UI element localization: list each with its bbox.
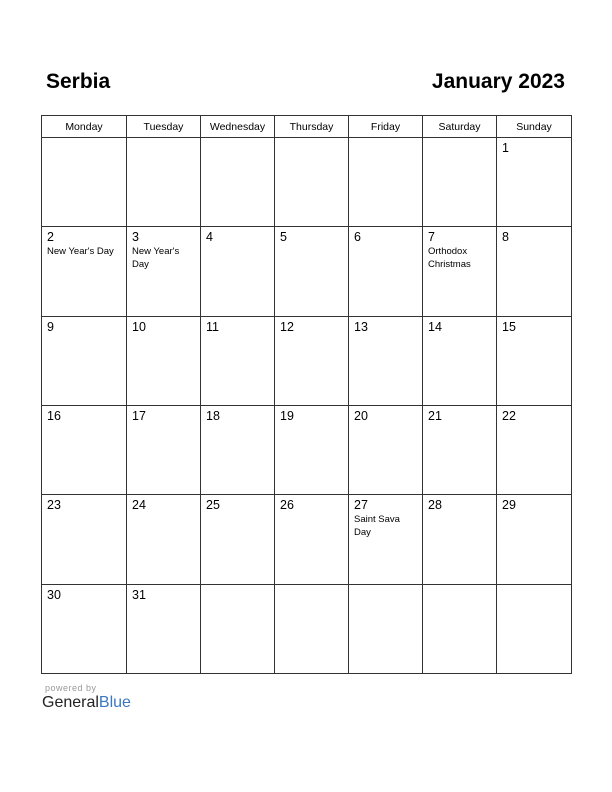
day-number: 29	[502, 498, 516, 513]
day-cell	[423, 495, 497, 584]
day-number: 30	[47, 587, 61, 602]
day-cell	[201, 584, 275, 673]
day-cell	[127, 316, 201, 405]
weekday-thursday: Thursday	[275, 116, 349, 138]
holiday-label: New Year's Day	[47, 246, 114, 258]
day-cell	[42, 584, 127, 673]
calendar-grid	[41, 115, 572, 674]
weekday-monday: Monday	[42, 116, 127, 138]
day-cell	[423, 316, 497, 405]
day-cell	[497, 405, 572, 494]
week-row	[42, 495, 572, 584]
day-number: 2	[47, 230, 54, 245]
logo-general-text: General	[42, 694, 99, 711]
day-cell	[42, 138, 127, 227]
day-cell	[349, 584, 423, 673]
day-cell	[423, 227, 497, 316]
day-number: 12	[280, 319, 294, 334]
day-cell	[42, 316, 127, 405]
day-cell	[497, 584, 572, 673]
day-cell	[497, 138, 572, 227]
day-cell	[127, 495, 201, 584]
day-cell	[349, 495, 423, 584]
day-number: 1	[502, 141, 509, 155]
day-number: 9	[47, 319, 54, 334]
day-cell	[127, 227, 201, 316]
day-cell	[275, 584, 349, 673]
day-cell	[349, 405, 423, 494]
week-row	[42, 584, 572, 673]
weekday-header-row	[42, 116, 572, 138]
week-row	[42, 138, 572, 227]
day-number: 22	[502, 408, 516, 423]
day-number: 4	[206, 230, 213, 245]
day-cell	[201, 316, 275, 405]
day-cell	[349, 316, 423, 405]
day-number: 21	[428, 408, 442, 423]
day-number: 17	[132, 408, 146, 423]
day-number: 15	[502, 319, 516, 334]
month-title: January 2023	[431, 70, 565, 93]
day-cell	[201, 138, 275, 227]
day-cell	[349, 227, 423, 316]
weekday-saturday: Saturday	[423, 116, 497, 138]
day-cell	[201, 405, 275, 494]
day-cell	[349, 138, 423, 227]
holiday-label: New Year's Day	[132, 246, 180, 270]
day-cell	[275, 316, 349, 405]
powered-by-text: powered by	[45, 683, 97, 693]
holiday-label: Saint Sava Day	[354, 514, 400, 538]
day-number: 16	[47, 408, 61, 423]
day-number: 18	[206, 408, 220, 423]
day-number: 8	[502, 230, 509, 245]
day-cell	[497, 227, 572, 316]
day-number: 6	[354, 230, 361, 245]
weekday-tuesday: Tuesday	[127, 116, 201, 138]
day-cell	[42, 495, 127, 584]
day-cell	[497, 495, 572, 584]
day-cell	[42, 227, 127, 316]
day-cell	[127, 584, 201, 673]
day-cell	[275, 227, 349, 316]
day-number: 11	[206, 319, 219, 334]
holiday-label: Orthodox Christmas	[428, 246, 471, 270]
day-number: 10	[132, 319, 146, 334]
day-number: 26	[280, 498, 294, 513]
week-row	[42, 316, 572, 405]
weekday-wednesday: Wednesday	[201, 116, 275, 138]
logo-blue-text: Blue	[98, 694, 131, 711]
day-number: 23	[47, 498, 61, 513]
day-number: 7	[428, 230, 435, 245]
day-cell	[275, 495, 349, 584]
day-cell	[275, 138, 349, 227]
weekday-sunday: Sunday	[497, 116, 572, 138]
day-number: 31	[132, 587, 146, 602]
day-number: 28	[428, 498, 442, 513]
week-row	[42, 227, 572, 316]
day-number: 24	[132, 498, 146, 513]
day-cell	[275, 405, 349, 494]
day-cell	[423, 138, 497, 227]
day-cell	[423, 405, 497, 494]
day-number: 13	[354, 319, 368, 334]
day-number: 14	[428, 319, 442, 334]
weekday-friday: Friday	[349, 116, 423, 138]
day-cell	[201, 495, 275, 584]
day-cell	[497, 316, 572, 405]
day-number: 3	[132, 230, 139, 245]
day-cell	[42, 405, 127, 494]
country-title: Serbia	[46, 70, 111, 93]
day-cell	[127, 405, 201, 494]
day-cell	[127, 138, 201, 227]
day-number: 20	[354, 408, 368, 423]
day-number: 19	[280, 408, 294, 423]
day-cell	[201, 227, 275, 316]
day-number: 25	[206, 498, 220, 513]
week-row	[42, 405, 572, 494]
day-number: 27	[354, 498, 368, 513]
day-cell	[423, 584, 497, 673]
day-number: 5	[280, 230, 287, 245]
generalblue-logo[interactable]	[42, 694, 131, 712]
